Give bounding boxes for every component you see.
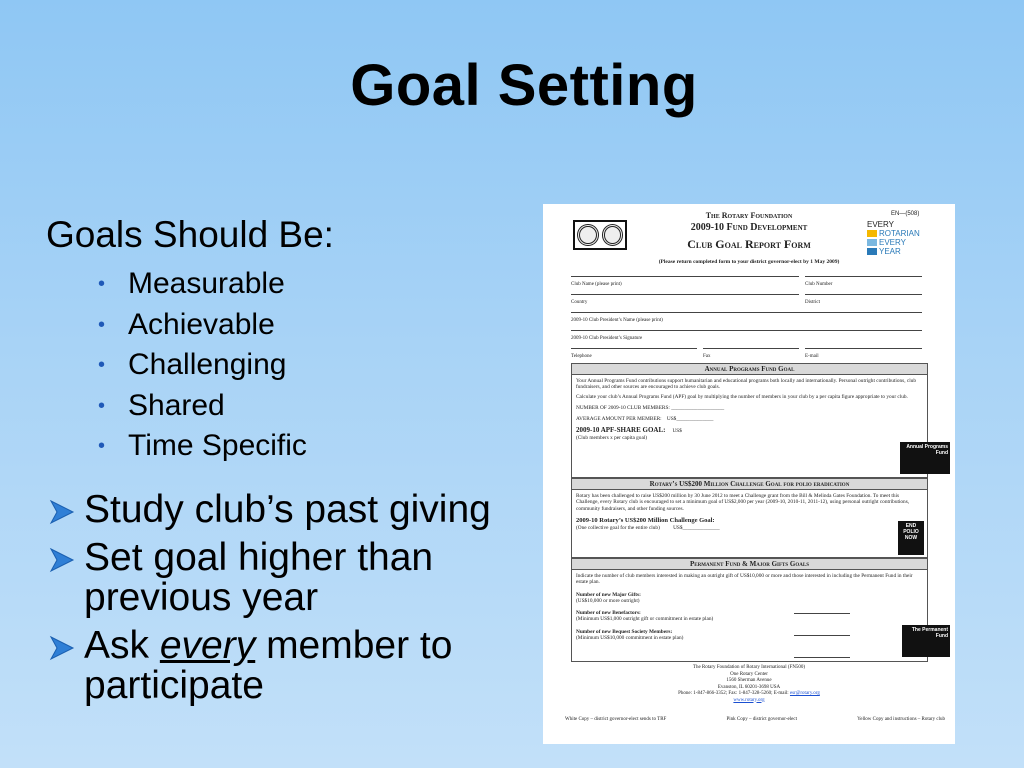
bullet-dot-icon: • xyxy=(98,313,106,336)
main-bullet: Set goal higher than previous year xyxy=(48,538,508,618)
apf-section: Annual Programs Fund Goal Your Annual Programs Fund contributions support humanitarian and educational programs both locally and internationally. Personal outright contributions, club fundraisers, and other sources are encouraged to achieve club goals. Calculate your club’s Annual Programs Fund (APF) goal by multiplying the number of members in your club by a per capita figure appropriate to your club. NUMBER OF 2009-10 CLUB MEMBERS: ____________________ AVERAGE AMOUNT PER MEMBER: US$______________ 2009-10 APF-SHARE GOAL: US$ (Club members x per capita goal) Annual Programs Fund xyxy=(571,363,928,478)
goals-heading: Goals Should Be: xyxy=(46,214,334,255)
arrow-bullet-icon xyxy=(48,634,76,662)
bullet-dot-icon: • xyxy=(98,354,106,377)
district-field: District xyxy=(805,294,922,295)
arrow-bullet-icon xyxy=(48,546,76,574)
form-code: EN—(508) xyxy=(891,211,920,217)
sub-bullet: • Achievable xyxy=(98,305,307,346)
main-bullet: Study club’s past giving xyxy=(48,490,508,530)
form-return-note: (Please return completed form to your district governor-elect by 1 May 2009) xyxy=(658,259,840,265)
permanent-fund-section: Permanent Fund & Major Gifts Goals Indicate the number of club members interested in making an outright gift of US$10,000 or more and those interested in including the Permanent Fund in their estate plan. Number of new Major Gifts: (US$10,000 or more outright) Number of new Benefactors: (Minimum US$1,000 outright gift or commitment in estate plan) Number of new Bequest Society Members: (Minimum US$10,000 commitment in estate plan) The Permanent Fund xyxy=(571,558,928,662)
form-copies-note: White Copy – district governor-elect sends to TRF Pink Copy – district governor-elect Yellow Copy and instructions – Rotary club xyxy=(565,717,945,722)
sub-bullet: • Challenging xyxy=(98,345,307,386)
form-title-line2: Club Goal Report Form xyxy=(687,237,811,251)
permanent-heading: Permanent Fund & Major Gifts Goals xyxy=(572,559,927,570)
sub-bullet: • Shared xyxy=(98,386,307,427)
apf-heading: Annual Programs Fund Goal xyxy=(572,364,927,375)
fax-field: Fax xyxy=(703,348,799,349)
goal-report-form-image xyxy=(543,204,955,744)
club-number-field: Club Number xyxy=(805,276,922,277)
form-title-line1: 2009-10 Fund Development xyxy=(690,222,808,233)
main-bullet: Ask every member to participate xyxy=(48,626,508,706)
end-polio-logo-icon: END POLIO NOW xyxy=(898,521,924,555)
sub-bullet: • Measurable xyxy=(98,264,307,305)
main-bullet-list xyxy=(48,490,508,714)
form-footer: The Rotary Foundation of Rotary International (FN500) One Rotary Center 1560 Sherman Avenue Evanston, IL 60201-3698 USA Phone: 1-847-866-3352; Fax: 1-847-328-5260; E-mail: esr@rotary.org www.rotary.org xyxy=(678,665,820,703)
form-org: The Rotary Foundation xyxy=(705,211,793,220)
president-signature-field: 2009-10 Club President’s Signature xyxy=(571,330,922,331)
telephone-field: Telephone xyxy=(571,348,697,349)
permanent-fund-logo-icon: The Permanent Fund xyxy=(902,625,950,657)
slide-title: Goal Setting xyxy=(350,53,698,118)
sub-bullet: • Time Specific xyxy=(98,426,307,467)
email-field: E-mail xyxy=(805,348,922,349)
every-rotarian-logo: EVERY ROTARIAN EVERY YEAR xyxy=(867,220,920,256)
emphasis-every: every xyxy=(159,624,256,667)
president-name-field: 2009-10 Club President’s Name (please print) xyxy=(571,312,922,313)
bullet-dot-icon: • xyxy=(98,273,106,295)
arrow-bullet-icon xyxy=(48,498,76,526)
club-name-field: Club Name (please print) xyxy=(571,276,799,277)
polio-section: Rotary’s US$200 Million Challenge Goal for polio eradication Rotary has been challenged to raise US$200 million by 30 June 2012 to meet a Challenge grant from the Bill & Melinda Gates Foundation. To meet this Challenge, every Rotary club is encouraged to set a minimum goal of US$2,000 per year (2009-10, 2010-11, 2011-12), using personal outright contributions, community fundraisers, and other funding sources. 2009-10 Rotary’s US$200 Million Challenge Goal: (One collective goal for the entire club) US$______________ END POLIO NOW xyxy=(571,478,928,558)
country-field: Country xyxy=(571,294,799,295)
goals-sub-list xyxy=(98,264,307,467)
bullet-dot-icon: • xyxy=(98,394,106,417)
bullet-dot-icon: • xyxy=(98,435,106,458)
apf-logo-icon: Annual Programs Fund xyxy=(900,442,950,474)
polio-heading: Rotary’s US$200 Million Challenge Goal for polio eradication xyxy=(572,479,927,490)
